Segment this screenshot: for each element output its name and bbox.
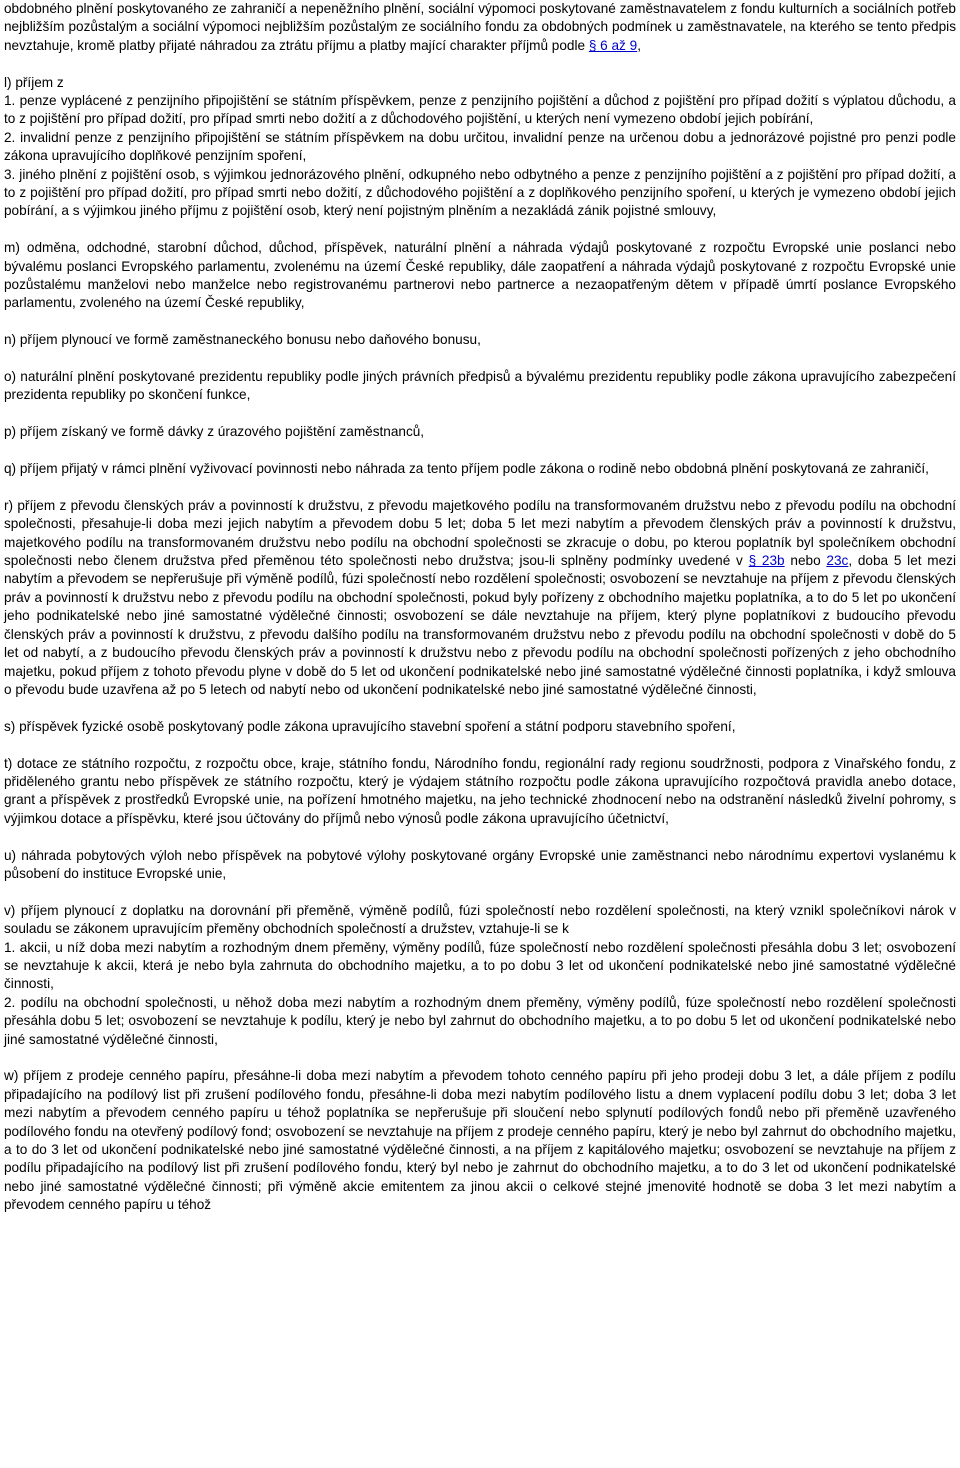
section-t: t) dotace ze státního rozpočtu, z rozpočtu obce, kraje, státního fondu, Národního fondu, regionální rady regionu soudržnosti, podpora z Vinařského fondu, z přiděleného grantu nebo příspěvek ze státního rozpočtu, který je výdajem státního rozpočtu podle zákona upravujícího rozpočtová pravidla anebo dotace, grant a příspěvek z prostředků Evropské unie, na pořízení hmotného majetku, na jeho technické zhodnocení nebo na odstranění následků živelní pohromy, s výjimkou dotace a příspěvku, které jsou účtovány do příjmů nebo výnosů podle zákona upravujícího účetnictví, (4, 755, 956, 826)
section-23b-link[interactable]: § 23b (748, 553, 785, 569)
spacer (4, 221, 956, 239)
spacer (4, 1049, 956, 1067)
section-r-text-2: , doba 5 let mezi nabytím a převodem se nepřerušuje při výměně podílů, fúzi společností nebo rozdělení společnosti; osvobození se nevztahuje na příjem z převodu členských práv a povinností k družstvu nebo z převodu podílu na obchodní společnosti, pokud byly pořízeny z obchodního majetku poplatníka, a to do 5 let po ukončení jeho podnikatelské nebo jiné samostatné výdělečné činnosti; osvobození se dále nevztahuje na příjem, který plyne poplatníkovi z budoucího převodu členských práv a povinností k družstvu, z převodu dalšího podílu na transformovaném družstvu nebo z převodu podílu na obchodní společnosti v době do 5 let od nabytí, a z budoucího převodu členských práv a povinností k družstvu nebo z převodu podílu na obchodní společnosti pořízených z jeho obchodního majetku, pokud příjem z tohoto převodu plyne v době do 5 let od ukončení podnikatelské nebo jiné samostatné výdělečné činnosti poplatníka, i když smlouva o převodu bude uzavřena až po 5 letech od nabytí nebo od ukončení podnikatelské nebo jiné samostatné výdělečné činnosti, (4, 553, 956, 697)
section-l-item-1: 1. penze vyplácené z penzijního připojištění se státním příspěvkem, penze z penzijního pojištění a důchod z pojištění pro případ dožití s výplatou důchodu, a to z pojištění pro případ dožití, pro případ smrti nebo dožití a z důchodového pojištění, u kterých není vymezeno období jejich pobírání, (4, 93, 956, 127)
spacer (4, 313, 956, 331)
spacer (4, 883, 956, 901)
spacer (4, 828, 956, 846)
spacer (4, 442, 956, 460)
section-q: q) příjem přijatý v rámci plnění vyživovací povinnosti nebo náhrada za tento příjem podle zákona o rodině nebo obdobná plnění poskytovaná ze zahraničí, (4, 461, 929, 477)
spacer (4, 350, 956, 368)
section-r (4, 497, 956, 699)
section-6-9-link[interactable]: § 6 až 9 (588, 37, 638, 53)
intro-paragraph (4, 0, 956, 55)
section-l-item-3: 3. jiného plnění z pojištění osob, s výjimkou jednorázového plnění, odkupného nebo odbytného a penze z penzijního pojištění a z pojištění pro případ dožití, a to z pojištění pro případ dožití, pro případ smrti nebo dožití, z důchodového pojištění a z doplňkového penzijního spoření, u kterých je vymezeno období jejich pobírání, a s výjimkou jiného příjmu z pojištění osob, který není pojistným plněním a nezakládá zánik pojistné smlouvy, (4, 166, 956, 219)
spacer (4, 405, 956, 423)
section-s: s) příspěvek fyzické osobě poskytovaný podle zákona upravujícího stavební spoření a státní podporu stavebního spoření, (4, 718, 736, 734)
section-p: p) příjem získaný ve formě dávky z úrazového pojištění zaměstnanců, (4, 424, 425, 440)
section-w: w) příjem z prodeje cenného papíru, přesáhne-li doba mezi nabytím a převodem tohoto cenného papíru při jeho prodeji dobu 3 let, a dále příjem z podílu připadajícího na podílový list při zrušení podílového fondu, přesáhne-li doba mezi nabytím podílového listu a dnem vyplacení podílu dobu 3 let; doba 3 let mezi nabytím a převodem cenného papíru u téhož poplatníka se nepřerušuje při sloučení nebo splynutí podílových fondů nebo při přeměně uzavřeného podílového fondu na otevřený podílový fond; osvobození se nevztahuje na příjem z prodeje cenného papíru, který je nebo byl zahrnut do obchodního majetku, a to do 3 let od ukončení podnikatelské nebo jiné samostatné výdělečné činnosti, a na příjem z kapitálového majetku; osvobození se nevztahuje na příjem z podílu připadajícího na podílový list při zrušení podílového fondu, který byl nebo je zahrnut do obchodního majetku, a to do 3 let od ukončení podnikatelské nebo jiné samostatné výdělečné činnosti; při výměně akcie emitentem za jinou akcii o celkové stejné jmenovité hodnotě se doba 3 let mezi nabytím a převodem cenného papíru u téhož (4, 1068, 956, 1213)
intro-text: obdobného plnění poskytovaného ze zahraničí a nepeněžního plnění, sociální výpomoci poskytované zaměstnavatelem z fondu kulturních a sociálních potřeb nejbližším pozůstalým a sociální výpomoci nejbližším pozůstalým ze sociálního fondu za obdobných podmínek u zaměstnavatele, na kterého se tento předpis nevztahuje, kromě platby přijaté náhradou za ztrátu příjmu a platby mající charakter příjmů podle (4, 1, 956, 53)
section-u: u) náhrada pobytových výloh nebo příspěvek na pobytové výlohy poskytované orgány Evropské unie zaměstnanci nebo národnímu expertovi vyslanému k působení do instituce Evropské unie, (4, 847, 956, 881)
section-r-text-1: r) příjem z převodu členských práv a povinností k družstvu, z převodu majetkového podílu na transformovaném družstvu nebo z převodu podílu na obchodní společnosti, přesahuje-li doba mezi jejich nabytím a převodem dobu 5 let; doba 5 let mezi nabytím a převodem členských práv a povinností k družstvu, majetkového podílu na transformovaném družstvu nebo podílu na obchodní společnosti se zkracuje o dobu, po kterou poplatník byl společníkem obchodní společnosti nebo členem družstva před přeměnou této společnosti nebo družstva; jsou-li splněny podmínky uvedené v (4, 497, 956, 569)
section-m: m) odměna, odchodné, starobní důchod, důchod, příspěvek, naturální plnění a náhrada výdajů poskytované z rozpočtu Evropské unie poslanci nebo bývalému poslanci Evropského parlamentu, zvolenému na území České republiky, dále zaopatření a náhrada výdajů poskytované z rozpočtu Evropské unie pozůstalému manželovi nebo manželce nebo registrovanému partnerovi nebo partnerce a nezaopatřeným dětem v případě úmrtí poslance Evropského parlamentu, zvoleného na území České republiky, (4, 240, 956, 311)
spacer (4, 478, 956, 496)
spacer (4, 55, 956, 73)
spacer (4, 736, 956, 754)
intro-punct: , (637, 37, 641, 53)
section-v-item-2: 2. podílu na obchodní společnosti, u něhož doba mezi nabytím a rozhodným dnem přeměny, výměny podílů, fúze společností nebo rozdělení společnosti přesáhla dobu 5 let; osvobození se nevztahuje k podílu, který je nebo byl zahrnut do obchodního majetku, a to po dobu 5 let od ukončení podnikatelské nebo jiné samostatné výdělečné činnosti, (4, 994, 956, 1047)
section-o: o) naturální plnění poskytované prezidentu republiky podle jiných právních předpisů a bývalému prezidentu republiky podle zákona upravujícího zabezpečení prezidenta republiky po skončení funkce, (4, 369, 956, 403)
spacer (4, 699, 956, 717)
section-r-connector: nebo (784, 553, 827, 569)
document-page (4, 0, 956, 1215)
section-23c-link[interactable]: 23c (826, 553, 849, 569)
section-v-item-1: 1. akcii, u níž doba mezi nabytím a rozhodným dnem přeměny, výměny podílů, fúze společností nebo rozdělení společnosti přesáhla dobu 3 let; osvobození se nevztahuje k akcii, která je nebo byla zahrnuta do obchodního majetku, a to po dobu 3 let od ukončení podnikatelské nebo jiné samostatné výdělečné činnosti, (4, 939, 956, 992)
section-l-item-2: 2. invalidní penze z penzijního připojištění se státním příspěvkem na dobu určitou, invalidní penze na určenou dobu a jednorázové pojistné pro penzi podle zákona upravujícího doplňkové penzijním spoření, (4, 129, 956, 164)
section-l-heading: l) příjem z (4, 74, 64, 90)
section-n: n) příjem plynoucí ve formě zaměstnaneckého bonusu nebo daňového bonusu, (4, 332, 481, 348)
section-v-heading: v) příjem plynoucí z doplatku na dorovnání při přeměně, výměně podílů, fúzi společností nebo rozdělení společnosti, na který vznikl společníkovi nárok v souladu se zákonem upravujícím přeměny obchodních společností a družstev, vztahuje-li se k (4, 902, 956, 937)
